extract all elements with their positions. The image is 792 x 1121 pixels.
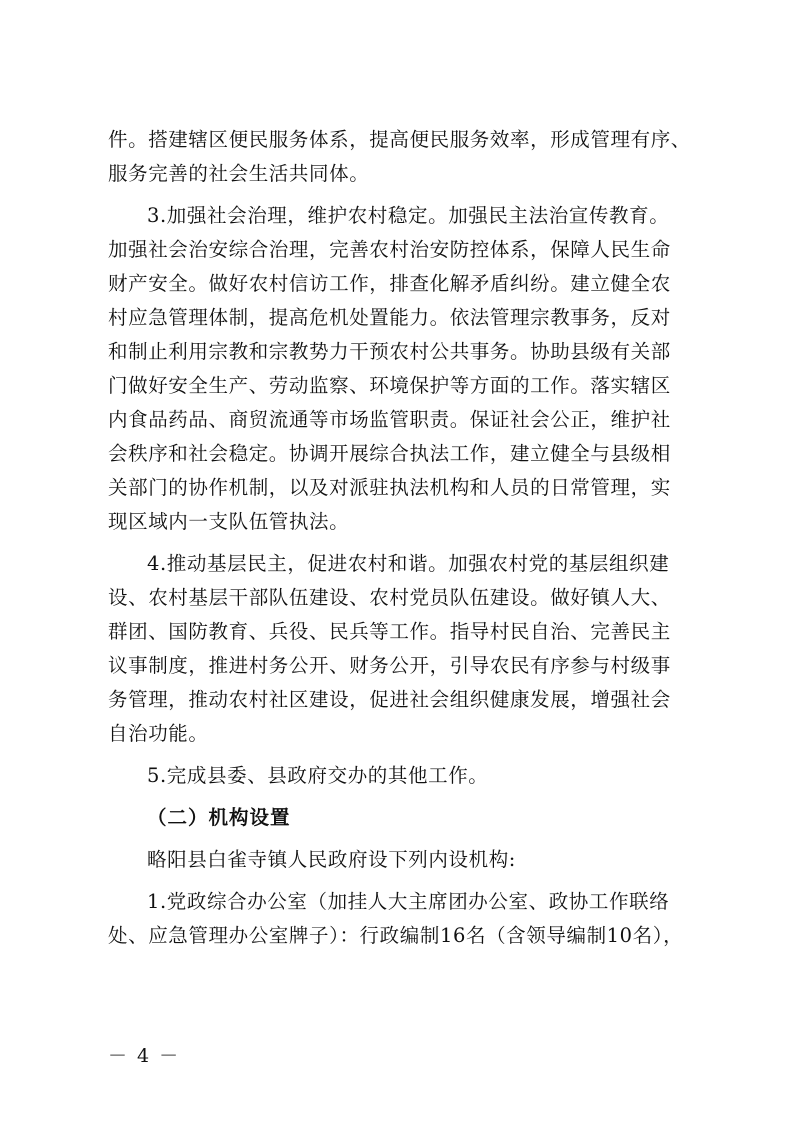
text-line-19: 5.完成县委、县政府交办的其他工作。: [147, 764, 489, 787]
text-line-3: 3.加强社会治理，维护农村稳定。加强民主法治宣传教育。: [147, 204, 670, 227]
text-line-21: 略阳县白雀寺镇人民政府设下列内设机构:: [147, 848, 516, 871]
text-line-22: 1.党政综合办公室（加挂人大主席团办公室、政协工作联络: [147, 890, 670, 913]
page-number: － 4 －: [108, 1045, 181, 1067]
text-line-5: 财产安全。做好农村信访工作，排查化解矛盾纠纷。建立健全农: [108, 272, 671, 295]
text-line-12: 现区域内一支队伍管执法。: [108, 510, 350, 533]
text-line-4: 加强社会治安综合治理，完善农村治安防控体系，保障人民生命: [108, 238, 671, 261]
text-line-23: 处、应急管理办公室牌子）：行政编制16名（含领导编制10名），: [108, 924, 684, 947]
text-line-7: 和制止利用宗教和宗教势力干预农村公共事务。协助县级有关部: [108, 340, 671, 363]
text-line-10: 会秩序和社会稳定。协调开展综合执法工作，建立健全与县级相: [108, 442, 671, 465]
text-line-1: 件。搭建辖区便民服务体系，提高便民服务效率，形成管理有序、: [108, 128, 691, 151]
text-line-17: 务管理，推动农村社区建设，促进社会组织健康发展，增强社会: [108, 688, 671, 711]
text-line-13: 4.推动基层民主，促进农村和谐。加强农村党的基层组织建: [147, 552, 670, 575]
text-line-9: 内食品药品、商贸流通等市场监管职责。保证社会公正，维护社: [108, 408, 671, 431]
text-line-11: 关部门的协作机制，以及对派驻执法机构和人员的日常管理，实: [108, 476, 671, 499]
text-line-15: 群团、国防教育、兵役、民兵等工作。指导村民自治、完善民主: [108, 620, 671, 643]
text-line-8: 门做好安全生产、劳动监察、环境保护等方面的工作。落实辖区: [108, 374, 671, 397]
section-heading: （二）机构设置: [147, 806, 291, 829]
text-line-18: 自治功能。: [108, 722, 209, 745]
text-line-16: 议事制度，推进村务公开、财务公开，引导农民有序参与村级事: [108, 654, 671, 677]
text-line-6: 村应急管理体制，提高危机处置能力。依法管理宗教事务，反对: [108, 306, 671, 329]
text-line-2: 服务完善的社会生活共同体。: [108, 162, 370, 185]
text-line-14: 设、农村基层干部队伍建设、农村党员队伍建设。做好镇人大、: [108, 586, 671, 609]
